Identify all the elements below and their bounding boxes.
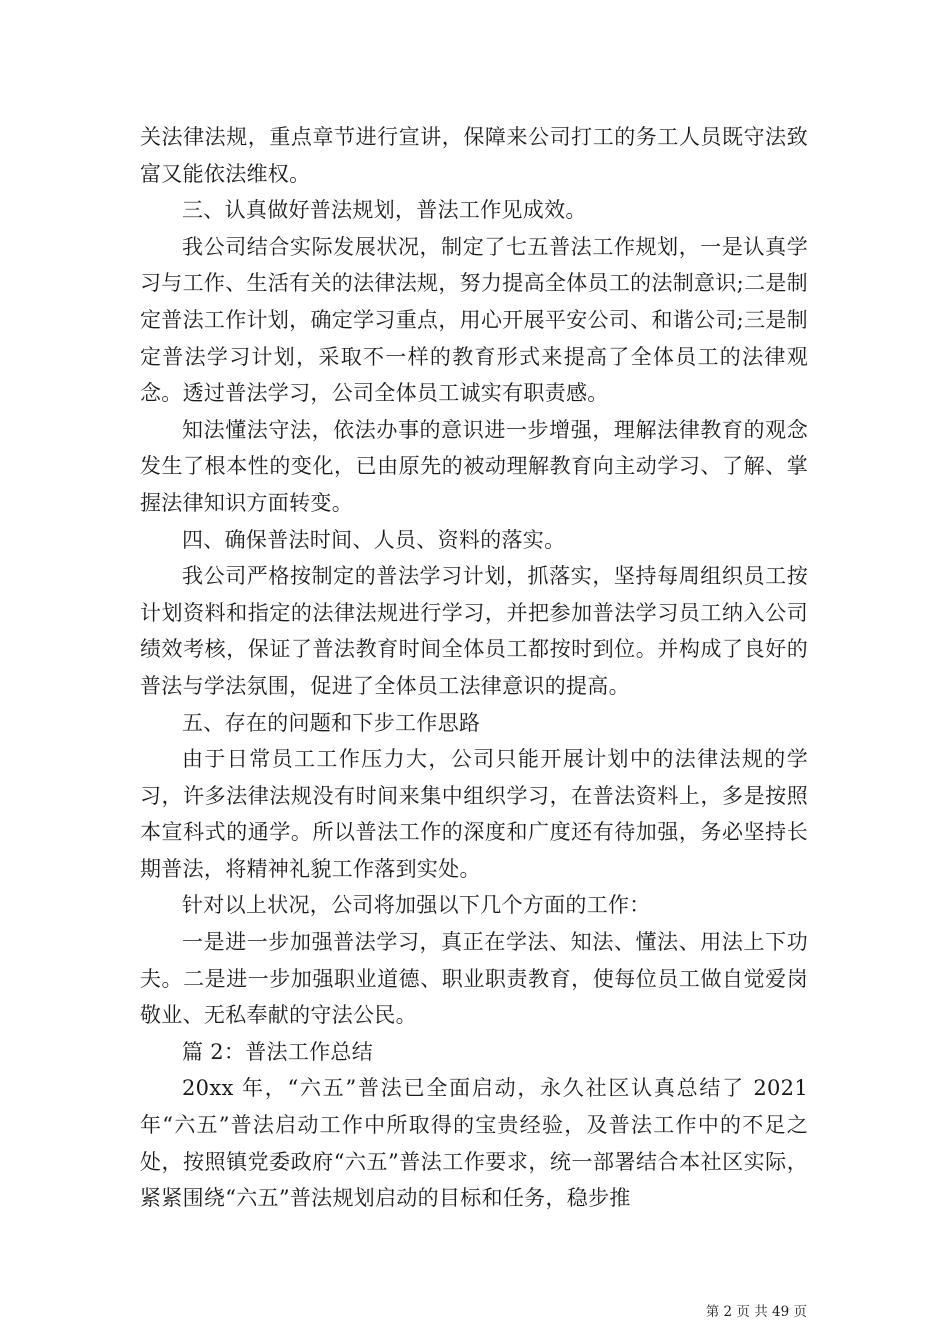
section-heading: 五、存在的问题和下步工作思路 (182, 710, 481, 735)
chapter-heading: 篇 2：普法工作总结 (182, 1039, 374, 1064)
paragraph: 知法懂法守法，依法办事的意识进一步增强，理解法律教育的观念发生了根本性的变化，已由原先的被动理解教育向主动学习、了解、掌握法律知识方面转变。 (140, 417, 808, 515)
paragraph: 一是进一步加强普法学习，真正在学法、知法、懂法、用法上下功夫。二是进一步加强职业道德、职业职责教育，使每位员工做自觉爱岗敬业、无私奉献的守法公民。 (140, 930, 808, 1028)
paragraph: 关法律法规，重点章节进行宣讲，保障来公司打工的务工人员既守法致富又能依法维权。 (140, 125, 808, 186)
paragraph: 我公司严格按制定的普法学习计划，抓落实，坚持每周组织员工按计划资料和指定的法律法规进行学习，并把参加普法学习员工纳入公司绩效考核，保证了普法教育时间全体员工都按时到位。并构成了良好的普法与学法氛围，促进了全体员工法律意识的提高。 (140, 564, 808, 698)
paragraph: 我公司结合实际发展状况，制定了七五普法工作规划，一是认真学习与工作、生活有关的法律法规，努力提高全体员工的法制意识;二是制定普法工作计划，确定学习重点，用心开展平安公司、和谐公司;三是制定普法学习计划，采取不一样的教育形式来提高了全体员工的法律观念。透过普法学习，公司全体员工诚实有职责感。 (140, 234, 808, 406)
paragraph: 针对以上状况，公司将加强以下几个方面的工作： (182, 893, 651, 918)
paragraph: 由于日常员工工作压力大，公司只能开展计划中的法律法规的学习，许多法律法规没有时间来集中组织学习，在普法资料上，多是按照本宣科式的通学。所以普法工作的深度和广度还有待加强，务必坚持长期普法，将精神礼貌工作落到实处。 (140, 747, 808, 881)
document-body (140, 119, 808, 1217)
section-heading: 三、认真做好普法规划，普法工作见成效。 (182, 198, 587, 223)
section-heading: 四、确保普法时间、人员、资料的落实。 (182, 527, 566, 552)
page-number: 第 2 页 共 49 页 (705, 1304, 807, 1320)
paragraph: 20xx 年，“六五”普法已全面启动，永久社区认真总结了 2021 年“六五”普法启动工作中所取得的宝贵经验，及普法工作中的不足之处，按照镇党委政府“六五”普法工作要求，统一部署结合本社区实际，紧紧围绕“六五”普法规划启动的目标和任务，稳步推 (140, 1076, 808, 1211)
